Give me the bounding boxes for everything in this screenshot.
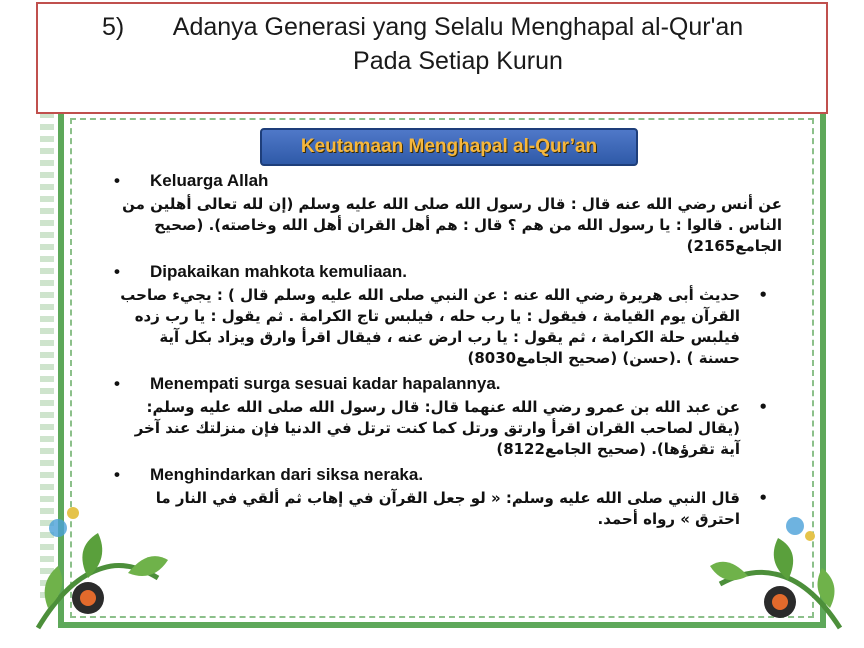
bullet-icon: • xyxy=(114,262,120,281)
point-heading-text: Keluarga Allah xyxy=(150,171,269,190)
bullet-icon: • xyxy=(758,286,768,304)
content-area xyxy=(100,168,782,534)
slide-title-line-1: Adanya Generasi yang Selalu Menghapal al-Qur'an xyxy=(172,13,744,41)
slide-title xyxy=(98,10,818,78)
point-heading-text: Dipakaikan mahkota kemuliaan. xyxy=(150,262,407,281)
point-heading-3 xyxy=(100,373,760,395)
hadith-text: قال النبي صلى الله عليه وسلم: « لو جعل القرآن في إهاب ثم ألقي في النار ما احترق » رواه أحمد. xyxy=(155,489,740,528)
hadith-text-4 xyxy=(100,488,768,530)
flower-ornament-right-icon xyxy=(700,496,850,636)
slide-number: 5) xyxy=(102,13,125,41)
bullet-icon: • xyxy=(114,374,120,393)
bullet-icon: • xyxy=(758,398,768,416)
hadith-text-1: عن أنس رضي الله عنه قال : قال رسول الله صلى الله عليه وسلم (إن لله تعالى أهلين من الناس . قالوا : يا رسول الله من هم ؟ قال : هم أهل القران أهل الله وخاصته). (صحيح الجامع2165) xyxy=(122,195,782,255)
point-heading-1 xyxy=(100,170,760,192)
bullet-icon: • xyxy=(114,171,120,190)
hadith-text: حديث أبى هريرة رضي الله عنه : عن النبي صلى الله عليه وسلم قال ) : يجيء صاحب القرآن يوم القيامة ، فيقول : يا رب حله ، فيلبس تاج الكرامة . ثم يقول : يا رب زده فيلبس حلة الكرامة ، ثم يقول : يا رب ارض عنه ، فيقال اقرأ وارق ويزاد بكل آية حسنة ) .(حسن) (صحيح الجامع8030) xyxy=(120,286,740,367)
point-heading-text: Menempati surga sesuai kadar hapalannya. xyxy=(150,374,501,393)
flower-ornament-left-icon xyxy=(28,488,178,638)
hadith-text: عن عبد الله بن عمرو رضي الله عنهما قال: قال رسول الله صلى الله عليه وسلم: (يقال لصاحب القران اقرأ وارتق ورتل كما كنت ترتل في الدنيا فإن منزلتك عند آخر آية تقرؤها). (صحيح الجامع8122) xyxy=(134,398,740,458)
bullet-icon: • xyxy=(114,465,120,484)
section-banner xyxy=(260,128,638,166)
slide-title-line-2: Pada Setiap Kurun xyxy=(353,47,563,75)
hadith-text-3 xyxy=(100,397,768,460)
slide-header xyxy=(36,2,828,114)
bullet-icon: • xyxy=(758,489,768,507)
point-heading-4 xyxy=(100,464,760,486)
section-banner-label: Keutamaan Menghapal al-Qur’an xyxy=(300,136,598,157)
point-heading-2 xyxy=(100,261,760,283)
hadith-text-2 xyxy=(100,285,768,369)
point-heading-text: Menghindarkan dari siksa neraka. xyxy=(150,465,424,484)
